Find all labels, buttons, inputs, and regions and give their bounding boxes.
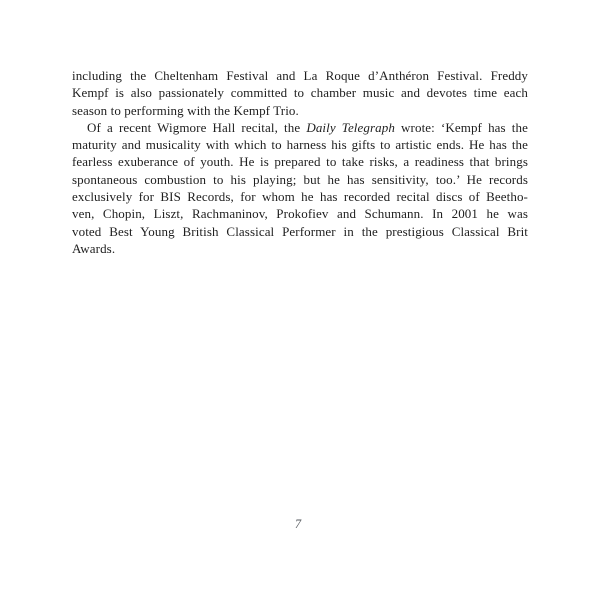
text-line (72, 223, 528, 240)
text-run: wrote: ‘Kempf has the (394, 119, 528, 135)
text-line (72, 188, 528, 205)
text-line (72, 136, 528, 153)
text-run: Kempf is also passionately committed to chamber music and devotes time each (72, 85, 528, 101)
page-number: 7 (294, 517, 302, 531)
text-line (72, 67, 528, 84)
text-line (72, 171, 528, 188)
text-run: spontaneous combustion to his playing; but he has sensitivity, too.’ He records (72, 171, 528, 187)
text-run: maturity and musicality with which to harness his gifts to artistic ends. He has the (72, 137, 528, 153)
text-run: Of a recent Wigmore Hall recital, the (87, 119, 307, 135)
text-line (72, 84, 528, 101)
text-run: fearless exuberance of youth. He is prepared to take risks, a readiness that brings (72, 154, 528, 170)
text-run: voted Best Young British Classical Performer in the prestigious Classical Brit (72, 223, 528, 239)
paragraph (72, 67, 528, 119)
italic-text-run: Daily Telegraph (306, 119, 395, 135)
text-run: including the Cheltenham Festival and La Roque d’Anthéron Festival. Freddy (72, 68, 528, 83)
body-text (72, 67, 528, 257)
text-run: Awards. (72, 240, 116, 256)
text-line (72, 153, 528, 170)
text-run: ven, Chopin, Liszt, Rachmaninov, Prokofiev and Schumann. In 2001 he was (72, 206, 528, 222)
text-run: exclusively for BIS Records, for whom he has recorded recital discs of Beetho- (72, 189, 528, 205)
text-line (72, 205, 528, 222)
paragraph (72, 119, 528, 257)
text-line (72, 240, 528, 257)
text-line (72, 119, 528, 136)
text-line (72, 102, 528, 119)
text-run: season to performing with the Kempf Trio. (72, 102, 299, 118)
